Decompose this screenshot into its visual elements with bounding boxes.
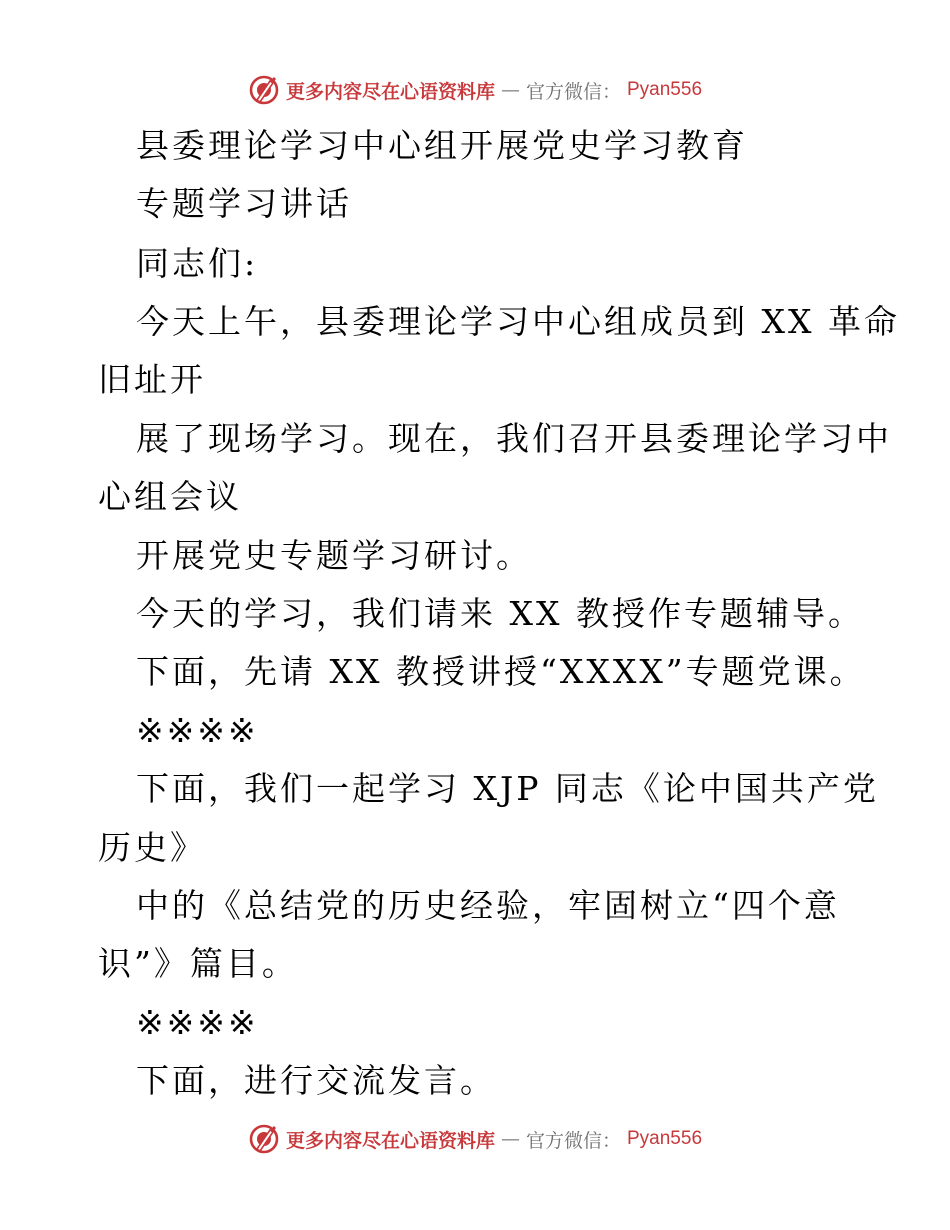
salutation: 同志们:: [136, 244, 259, 283]
doc-title-line-2: 专题学习讲话: [136, 184, 352, 223]
paragraph-line: 中的《总结党的历史经验，牢固树立“四个意: [136, 886, 840, 925]
paragraph-line: 下面，先请 XX 教授讲授“XXXX”专题党课。: [136, 652, 866, 691]
paragraph-line: 下面，我们一起学习 XJP 同志《论中国共产党: [136, 769, 879, 808]
watermark-dash: —: [500, 79, 520, 101]
paragraph-line: 开展党史专题学习研讨。: [136, 536, 532, 575]
paragraph-line: 今天上午，县委理论学习中心组成员到 XX 革命: [136, 302, 900, 341]
watermark-dash: —: [500, 1128, 520, 1150]
paragraph-line: 历史》: [98, 828, 206, 867]
watermark-wechat-label: 官方微信：: [525, 1129, 621, 1152]
section-separator: ※※※※: [136, 711, 259, 750]
watermark-brand: 更多内容尽在心语资料库: [285, 1129, 495, 1152]
footer-watermark: [0, 1119, 950, 1159]
paragraph-line: 展了现场学习。现在，我们召开县委理论学习中: [136, 419, 892, 458]
paragraph-line: 今天的学习，我们请来 XX 教授作专题辅导。: [136, 594, 864, 633]
watermark-wechat-id: Pyan556: [627, 1128, 703, 1149]
watermark-brand: 更多内容尽在心语资料库: [285, 80, 495, 103]
paragraph-line: 心组会议: [98, 477, 242, 516]
watermark-wechat-label: 官方微信：: [525, 80, 621, 103]
paragraph-line: 旧址开: [98, 360, 206, 399]
paragraph-line: 识”》篇目。: [98, 944, 298, 983]
doc-title-line-1: 县委理论学习中心组开展党史学习教育: [136, 126, 748, 165]
watermark-wechat-id: Pyan556: [627, 79, 703, 100]
pen-logo-icon: [248, 1123, 280, 1155]
paragraph-line: 下面，进行交流发言。: [136, 1061, 496, 1100]
section-separator: ※※※※: [136, 1003, 259, 1042]
